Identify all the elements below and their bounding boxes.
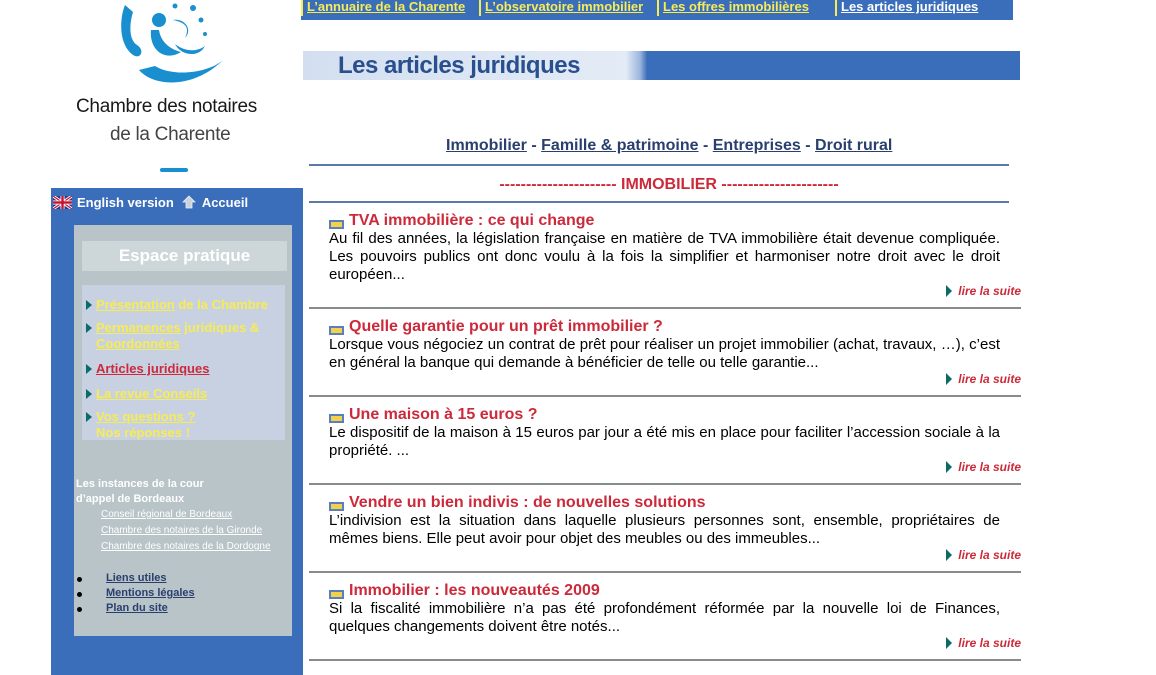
read-more-link[interactable]: lire la suite [958, 460, 1021, 474]
article-title[interactable]: Immobilier : les nouveautés 2009 [349, 582, 600, 599]
category-separator: - [805, 137, 811, 154]
english-version-link[interactable]: English version [77, 194, 174, 210]
bullet-icon [77, 577, 82, 582]
logo-title-line1: Chambre des notaires [76, 96, 257, 117]
instances-title-line2: d’appel de Bordeaux [76, 493, 185, 505]
article-summary: Le dispositif de la maison à 15 euros par jour a été mis en place pour faciliter l’accession sociale à la propriété. ... [329, 424, 1000, 459]
presentation-link[interactable]: Présentation [96, 297, 175, 312]
sidebar [51, 188, 303, 675]
arrow-right-icon [86, 389, 92, 399]
arrow-right-icon [946, 549, 952, 561]
uk-flag-icon[interactable] [53, 196, 72, 209]
revue-conseils-link[interactable]: La revue Conseils [96, 386, 208, 401]
arrow-right-icon [86, 300, 92, 310]
permanences-rest: juridiques & [180, 320, 260, 335]
article-divider [309, 307, 1021, 309]
instances-title-line1: Les instances de la cour [76, 478, 204, 490]
read-more-link[interactable]: lire la suite [958, 372, 1021, 386]
category-separator: - [702, 137, 709, 154]
notaires-emblem-icon [115, 0, 235, 90]
read-more-link[interactable]: lire la suite [958, 284, 1021, 298]
espace-pratique-title: Espace pratique [82, 241, 287, 271]
arrow-right-icon [86, 364, 92, 374]
mentions-legales-link[interactable]: Mentions légales [106, 587, 195, 599]
arrow-right-icon [946, 637, 952, 649]
menu-item-revue[interactable] [86, 386, 207, 402]
article-summary: Au fil des années, la législation française en matière de TVA immobilière était devenue compliquée. Les pouvoirs publics ont donc voulu à la fois la simplifier et harmoniser notre droit avec le droit européen... [329, 230, 1000, 283]
permanences-link[interactable]: Permanences [96, 320, 181, 335]
article-divider [309, 571, 1021, 573]
article-summary: Si la fiscalité immobilière n’a pas été profondément réformée par la nouvelle loi de Finances, quelques changements doivent être notés... [329, 600, 1000, 635]
menu-item-questions[interactable] [86, 409, 195, 441]
article-divider [309, 395, 1021, 397]
coordonnees-link[interactable]: Coordonnées [96, 336, 180, 351]
section-heading: ---------------------- IMMOBILIER ---------------------- [499, 176, 839, 193]
article-bullet-icon [329, 590, 344, 599]
espace-pratique-panel [74, 225, 292, 636]
nav-articles[interactable]: Les articles juridiques [841, 0, 979, 14]
category-links [446, 137, 892, 155]
arrow-right-icon [946, 461, 952, 473]
nav-annuaire[interactable]: L’annuaire de la Charente [307, 0, 466, 14]
instances-title [76, 477, 204, 507]
arrow-right-icon [946, 285, 952, 297]
article-bullet-icon [329, 502, 344, 511]
bullet-icon [77, 592, 82, 597]
liens-utiles-link[interactable]: Liens utiles [106, 572, 167, 584]
presentation-rest: de la Chambre [174, 297, 268, 312]
menu-item-articles[interactable] [86, 361, 209, 377]
article-bullet-icon [329, 326, 344, 335]
logo-title-line2: de la Charente [110, 124, 231, 145]
conseil-regional-link[interactable]: Conseil régional de Bordeaux [101, 509, 233, 520]
article-title[interactable]: TVA immobilière : ce qui change [349, 212, 595, 229]
nav-separator [835, 0, 837, 16]
home-arrow-icon[interactable] [182, 195, 196, 209]
article-divider [309, 659, 1021, 661]
read-more-link[interactable]: lire la suite [958, 636, 1021, 650]
category-droit-rural[interactable]: Droit rural [815, 137, 893, 154]
chambre-logo[interactable] [60, 0, 290, 178]
category-entreprises[interactable]: Entreprises [712, 137, 801, 154]
dordogne-link[interactable]: Chambre des notaires de la Dordogne [101, 541, 271, 552]
banner-accent [903, 51, 1020, 80]
article-title[interactable]: Quelle garantie pour un prêt immobilier ? [349, 318, 663, 335]
nos-reponses-text: Nos réponses ! [96, 425, 190, 440]
arrow-right-icon [86, 323, 92, 333]
nav-offres[interactable]: Les offres immobilières [663, 0, 809, 14]
page-title: Les articles juridiques [338, 52, 580, 79]
language-bar [51, 192, 248, 212]
logo-dash [160, 168, 188, 172]
top-navigation [301, 0, 1013, 20]
gironde-link[interactable]: Chambre des notaires de la Gironde [101, 525, 263, 536]
category-immobilier[interactable]: Immobilier [446, 137, 527, 154]
article-bullet-icon [329, 220, 344, 229]
read-more-link[interactable]: lire la suite [958, 548, 1021, 562]
article-summary: Lorsque vous négociez un contrat de prêt pour réaliser un projet immobilier (achat, travaux, …), c’est en général la banque qui demande à bénéficier de telle ou telle garantie... [329, 336, 1000, 371]
article-title[interactable]: Une maison à 15 euros ? [349, 406, 538, 423]
nav-observatoire[interactable]: L’observatoire immobilier [485, 0, 644, 14]
menu-item-permanences[interactable] [86, 320, 259, 352]
article-summary: L’indivision est la situation dans laquelle plusieurs personnes sont, ensemble, propriétaires de mêmes biens. Elle peut avoir pour objet des meubles ou des immeubles... [329, 512, 1000, 547]
vos-questions-link[interactable]: Vos questions ? [96, 409, 196, 424]
article-divider [309, 483, 1021, 485]
espace-menu [82, 285, 285, 440]
bullet-icon [77, 607, 82, 612]
divider [309, 164, 1009, 166]
home-link[interactable]: Accueil [201, 194, 249, 210]
menu-item-presentation[interactable] [86, 297, 268, 313]
nav-separator [479, 0, 481, 16]
nav-separator [301, 0, 303, 16]
article-title[interactable]: Vendre un bien indivis : de nouvelles solutions [349, 494, 706, 511]
divider [309, 201, 1009, 203]
arrow-right-icon [86, 412, 92, 422]
category-separator: - [531, 137, 537, 154]
articles-juridiques-link[interactable]: Articles juridiques [96, 361, 210, 376]
plan-du-site-link[interactable]: Plan du site [106, 602, 168, 614]
arrow-right-icon [946, 373, 952, 385]
category-famille[interactable]: Famille & patrimoine [541, 137, 699, 154]
article-bullet-icon [329, 414, 344, 423]
page-banner [303, 51, 1020, 80]
nav-separator [657, 0, 659, 16]
